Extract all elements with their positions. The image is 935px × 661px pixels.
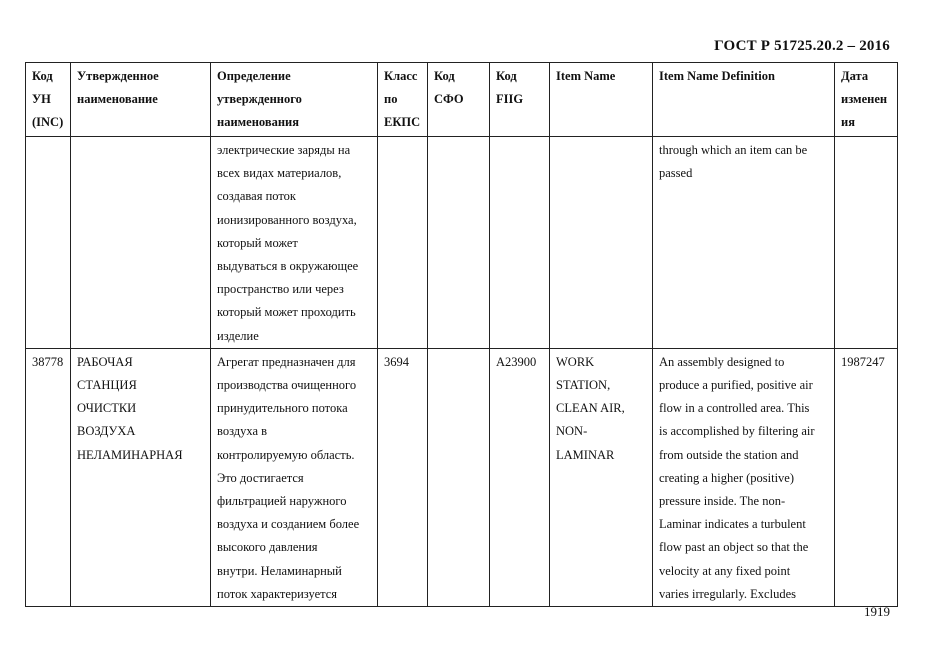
cell-item-name: WORK STATION, CLEAN AIR, NON- LAMINAR [550,348,653,606]
document-standard-header: ГОСТ Р 51725.20.2 – 2016 [714,38,890,54]
cell-change-date [835,137,898,349]
column-header-sfo-code: Код СФО [428,63,490,137]
cell-change-date: 1987247 [835,348,898,606]
cell-ekps-class [378,137,428,349]
column-header-definition-ru: Определение утвержденного наименования [211,63,378,137]
column-header-item-name: Item Name [550,63,653,137]
column-header-change-date: Дата изменен ия [835,63,898,137]
column-header-approved-name: Утвержденное наименование [71,63,211,137]
column-header-fiig-code: Код FIIG [490,63,550,137]
cell-definition-ru: электрические заряды на всех видах материалов, создавая поток ионизированного воздуха, который может выдуваться в окружающее пространство или через который может проходить изделие [211,137,378,349]
cell-item-name-definition: An assembly designed to produce a purified, positive air flow in a controlled area. This is accomplished by filtering air from outside the station and creating a higher (positive) pressure inside. The non- Laminar indicates a turbulent flow past an object so that the velocity at any fixed point varies irregularly. Excludes [653,348,835,606]
cell-approved-name: РАБОЧАЯ СТАНЦИЯ ОЧИСТКИ ВОЗДУХА НЕЛАМИНАРНАЯ [71,348,211,606]
cell-sfo-code [428,137,490,349]
column-header-item-name-definition: Item Name Definition [653,63,835,137]
cell-fiig-code [490,137,550,349]
table-header-row [26,63,898,137]
cell-ekps-class: 3694 [378,348,428,606]
cell-fiig-code: A23900 [490,348,550,606]
table-row [26,348,898,606]
page-number: 1919 [864,604,890,619]
cell-inc [26,137,71,349]
cell-inc: 38778 [26,348,71,606]
cell-item-name [550,137,653,349]
cell-item-name-definition: through which an item can be passed [653,137,835,349]
table-row [26,137,898,349]
cell-sfo-code [428,348,490,606]
cell-approved-name [71,137,211,349]
column-header-ekps-class: Класс по ЕКПС [378,63,428,137]
column-header-inc: Код УН (INC) [26,63,71,137]
nomenclature-table [25,62,898,607]
cell-definition-ru: Агрегат предназначен для производства очищенного принудительного потока воздуха в контролируемую область. Это достигается фильтрацией наружного воздуха и созданием более высокого давления внутри. Неламинарный поток характеризуется [211,348,378,606]
